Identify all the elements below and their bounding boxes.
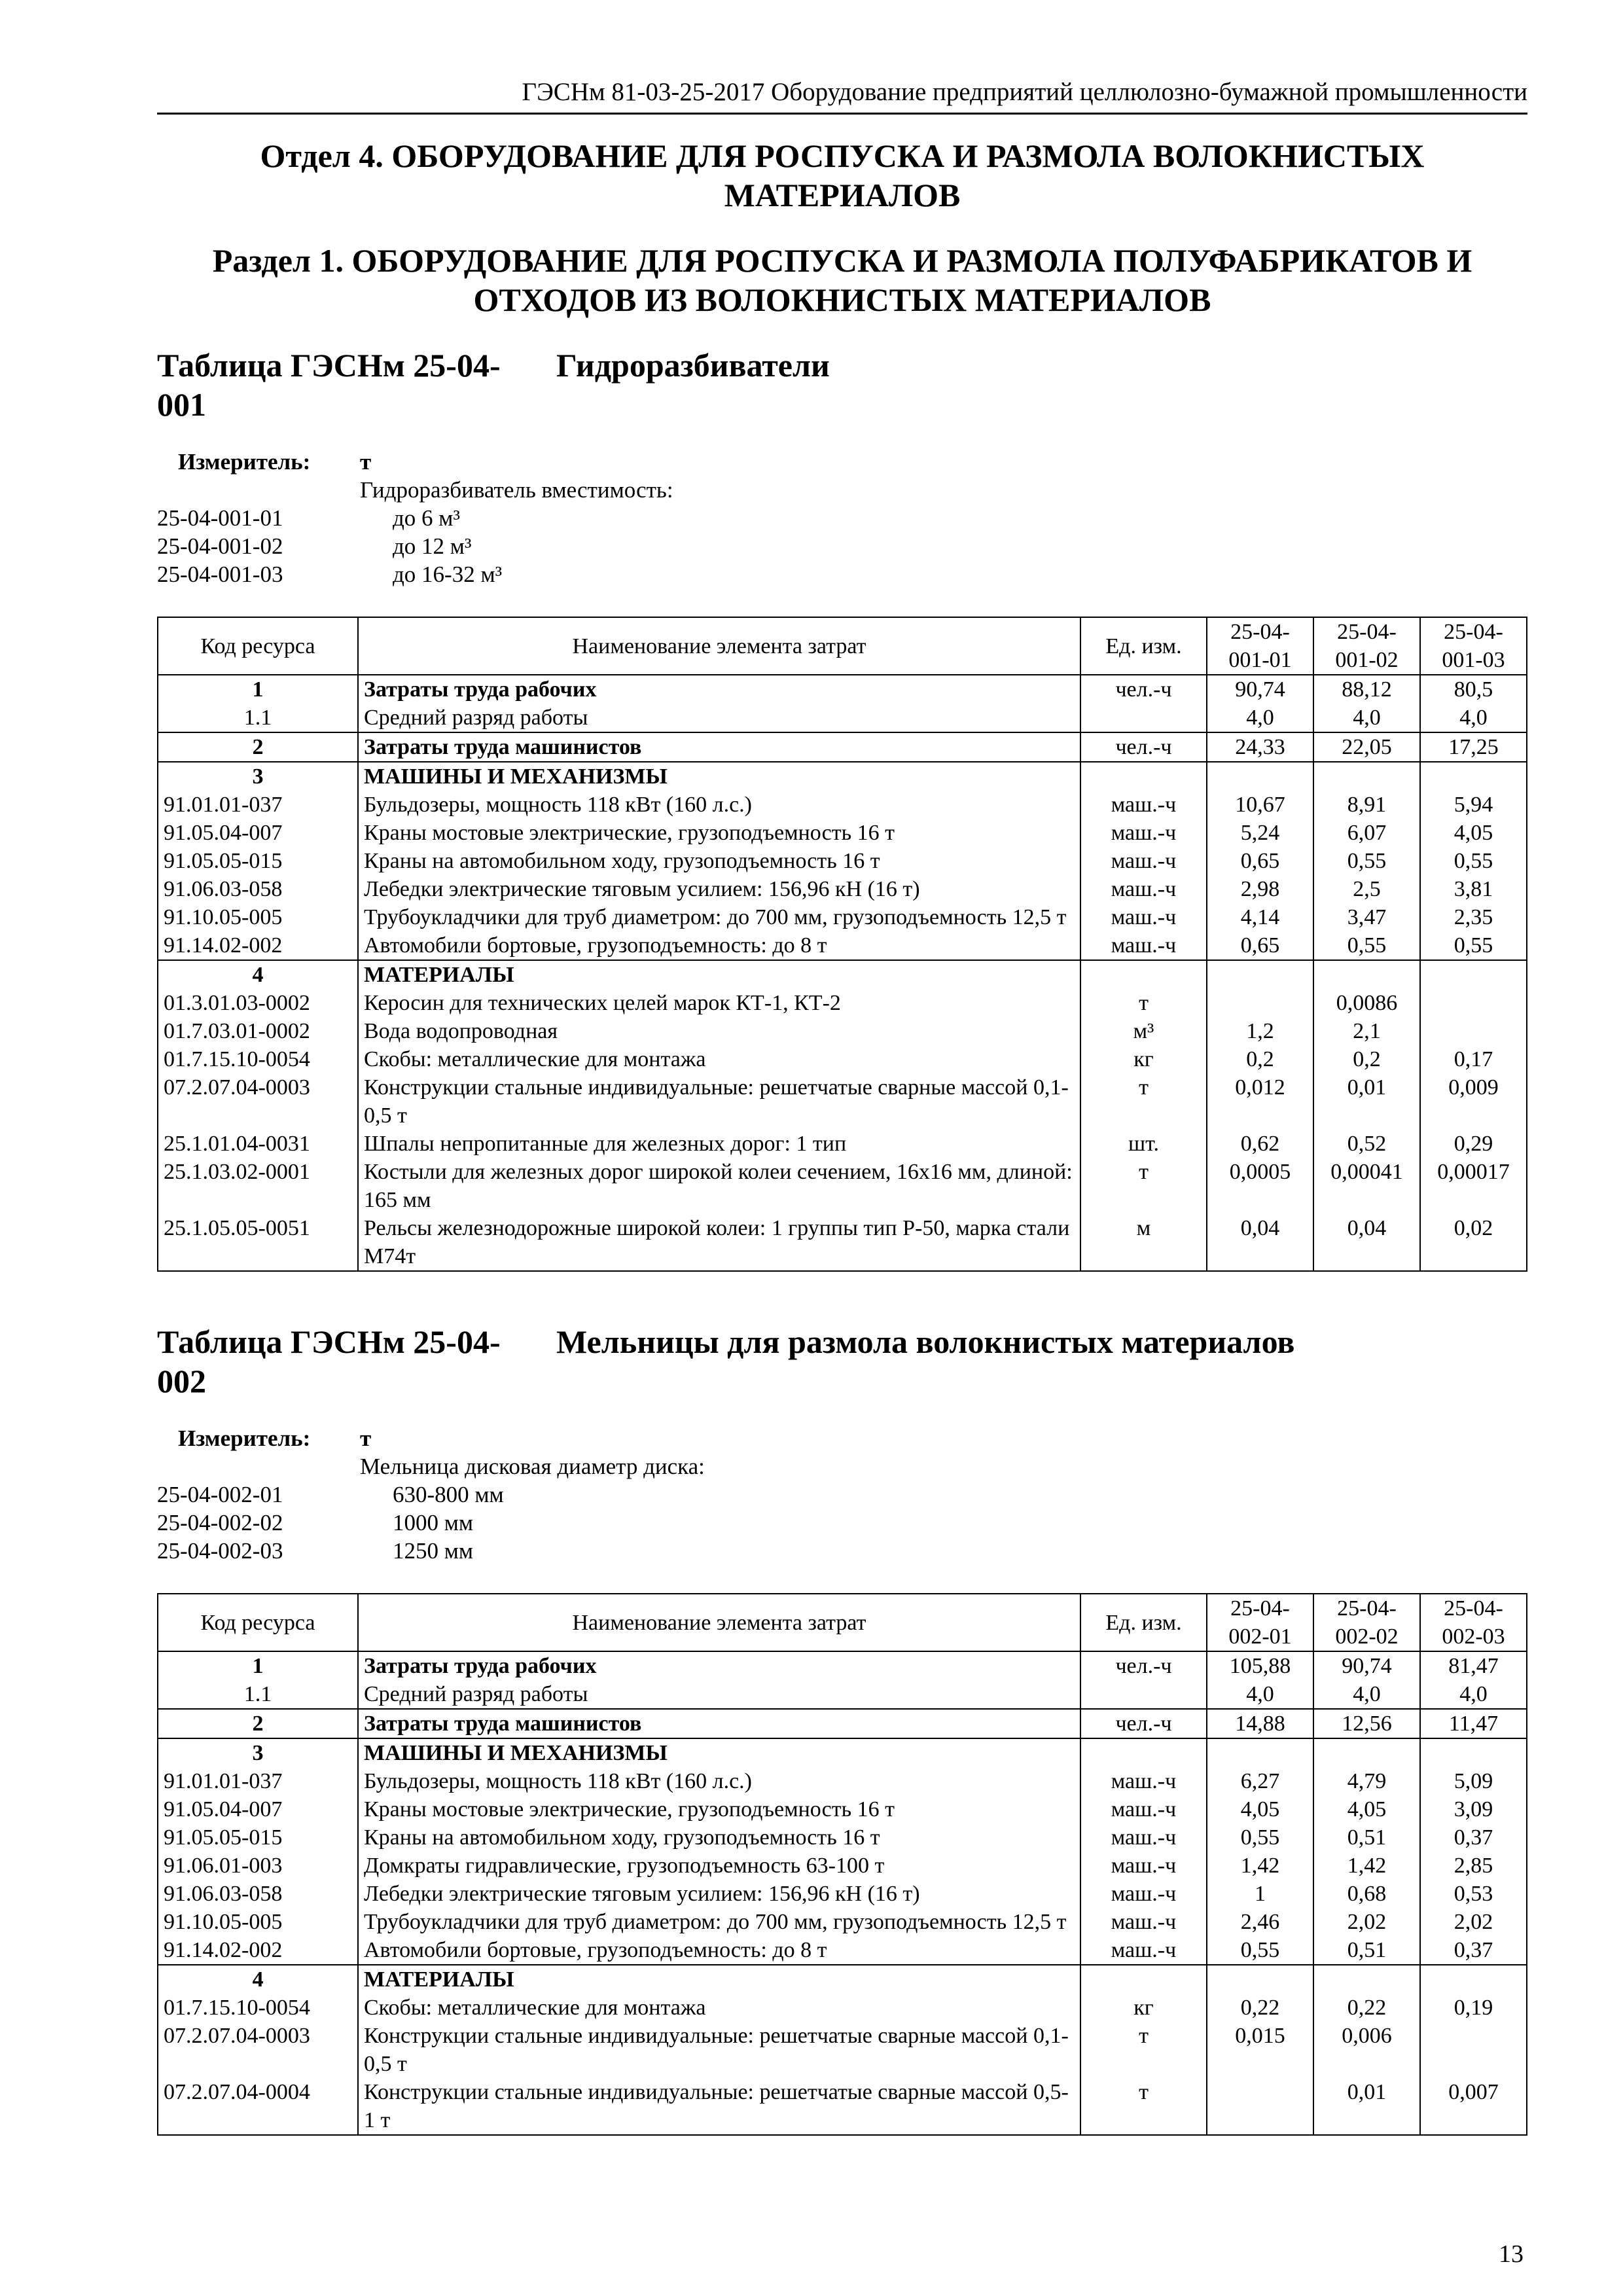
resource-code: 07.2.07.04-0003: [158, 2022, 358, 2078]
unit-cell: кг: [1080, 1994, 1207, 2022]
resource-name: Краны мостовые электрические, грузоподъемность 16 т: [358, 819, 1080, 847]
value-cell: 5,09: [1420, 1767, 1527, 1795]
unit-cell: шт.: [1080, 1130, 1207, 1158]
resource-name: Средний разряд работы: [358, 1680, 1080, 1709]
value-cell: 0,68: [1313, 1880, 1420, 1908]
table-row: [158, 1795, 1527, 1823]
page-number: 13: [1499, 2240, 1524, 2268]
resource-code: 25.1.05.05-0051: [158, 1214, 358, 1271]
value-cell: 22,05: [1313, 732, 1420, 762]
unit-cell: маш.-ч: [1080, 931, 1207, 960]
value-cell: 0,19: [1420, 1994, 1527, 2022]
value-cell: 80,5: [1420, 675, 1527, 704]
resource-code: 91.05.05-015: [158, 1823, 358, 1852]
resource-code: 01.7.15.10-0054: [158, 1045, 358, 1073]
variant-desc: до 6 м³: [393, 505, 460, 531]
variant-code: 25-04-001-01: [157, 505, 283, 531]
unit-cell: маш.-ч: [1080, 903, 1207, 931]
table-row: [158, 791, 1527, 819]
unit-cell: маш.-ч: [1080, 1880, 1207, 1908]
value-cell: 0,04: [1207, 1214, 1313, 1271]
resource-name: Лебедки электрические тяговым усилием: 156,96 кН (16 т): [358, 875, 1080, 903]
resource-code: 91.10.05-005: [158, 903, 358, 931]
value-cell: 4,0: [1207, 1680, 1313, 1709]
value-cell: 0,02: [1420, 1214, 1527, 1271]
table-row: [158, 2022, 1527, 2078]
meter-block-1: [157, 448, 673, 588]
unit-cell: [1080, 1965, 1207, 1994]
table-row: [158, 1073, 1527, 1130]
meter-unit: т: [360, 449, 372, 475]
resource-code: 91.01.01-037: [158, 1767, 358, 1795]
variant-code: 25-04-002-01: [157, 1482, 283, 1507]
value-cell: [1207, 1965, 1313, 1994]
value-cell: 0,015: [1207, 2022, 1313, 2078]
section-title: Раздел 1. ОБОРУДОВАНИЕ ДЛЯ РОСПУСКА И РАЗМОЛА ПОЛУФАБРИКАТОВ И ОТХОДОВ ИЗ ВОЛОКНИСТЫХ МАТЕРИАЛОВ: [212, 242, 1472, 318]
value-cell: 4,14: [1207, 903, 1313, 931]
table-row: [158, 1936, 1527, 1965]
value-cell: 0,55: [1313, 847, 1420, 875]
resource-code: 1: [158, 675, 358, 704]
table-row: [158, 1680, 1527, 1709]
unit-cell: чел.-ч: [1080, 675, 1207, 704]
resource-code: 91.05.04-007: [158, 819, 358, 847]
value-cell: 0,22: [1313, 1994, 1420, 2022]
value-cell: 3,81: [1420, 875, 1527, 903]
variant-code: 25-04-001-03: [157, 562, 283, 587]
resource-name: Вода водопроводная: [358, 1017, 1080, 1045]
value-cell: [1313, 1738, 1420, 1767]
department-title: Отдел 4. ОБОРУДОВАНИЕ ДЛЯ РОСПУСКА И РАЗМОЛА ВОЛОКНИСТЫХ МАТЕРИАЛОВ: [260, 137, 1425, 213]
value-cell: 3,47: [1313, 903, 1420, 931]
value-cell: 1,42: [1207, 1852, 1313, 1880]
norm-table-1: [157, 617, 1527, 1272]
value-cell: 0,52: [1313, 1130, 1420, 1158]
table-row: [158, 704, 1527, 732]
resource-name: Средний разряд работы: [358, 704, 1080, 732]
variant-column-header: 25-04-002-02: [1313, 1594, 1420, 1651]
resource-code: 91.05.05-015: [158, 847, 358, 875]
value-cell: 0,65: [1207, 847, 1313, 875]
value-cell: 0,2: [1207, 1045, 1313, 1073]
value-cell: 0,00017: [1420, 1158, 1527, 1214]
variant-desc: 630-800 мм: [393, 1482, 504, 1507]
resource-name: МАШИНЫ И МЕХАНИЗМЫ: [358, 762, 1080, 791]
resource-code: 91.06.03-058: [158, 875, 358, 903]
value-cell: 4,0: [1420, 704, 1527, 732]
value-cell: 0,006: [1313, 2022, 1420, 2078]
resource-name: Автомобили бортовые, грузоподъемность: до 8 т: [358, 1936, 1080, 1965]
value-cell: 2,46: [1207, 1908, 1313, 1936]
meter-label: Измеритель:: [178, 1426, 311, 1451]
table-row: [158, 1908, 1527, 1936]
table-row: [158, 1158, 1527, 1214]
value-cell: 2,98: [1207, 875, 1313, 903]
resource-name: Лебедки электрические тяговым усилием: 156,96 кН (16 т): [358, 1880, 1080, 1908]
value-cell: 1,42: [1313, 1852, 1420, 1880]
resource-name: Затраты труда машинистов: [358, 732, 1080, 762]
value-cell: 0,2: [1313, 1045, 1420, 1073]
variant-column-header: 25-04-002-03: [1420, 1594, 1527, 1651]
resource-code: 91.14.02-002: [158, 1936, 358, 1965]
value-cell: 90,74: [1207, 675, 1313, 704]
table-row: [158, 1767, 1527, 1795]
value-cell: [1313, 762, 1420, 791]
value-cell: 4,05: [1207, 1795, 1313, 1823]
unit-column-header: Ед. изм.: [1080, 617, 1207, 675]
value-cell: 0,29: [1420, 1130, 1527, 1158]
resource-name: Шпалы непропитанные для железных дорог: 1 тип: [358, 1130, 1080, 1158]
value-cell: 0,17: [1420, 1045, 1527, 1073]
table-row: [158, 1994, 1527, 2022]
value-cell: 4,0: [1313, 704, 1420, 732]
table-title-2: [157, 1322, 1294, 1401]
value-cell: 0,65: [1207, 931, 1313, 960]
resource-name: Трубоукладчики для труб диаметром: до 700 мм, грузоподъемность 12,5 т: [358, 903, 1080, 931]
table-row: [158, 1880, 1527, 1908]
value-cell: 0,55: [1420, 931, 1527, 960]
value-cell: 2,02: [1313, 1908, 1420, 1936]
variant-column-header: 25-04-001-03: [1420, 617, 1527, 675]
unit-cell: т: [1080, 1073, 1207, 1130]
resource-code: 01.7.03.01-0002: [158, 1017, 358, 1045]
table-row: [158, 960, 1527, 989]
resource-code: 1.1: [158, 1680, 358, 1709]
table-row: [158, 1651, 1527, 1680]
resource-code: 4: [158, 1965, 358, 1994]
unit-cell: кг: [1080, 1045, 1207, 1073]
table-row: [158, 1017, 1527, 1045]
table-row: [158, 762, 1527, 791]
value-cell: 88,12: [1313, 675, 1420, 704]
table-row: [158, 675, 1527, 704]
table-header-row: [158, 617, 1527, 675]
value-cell: 0,53: [1420, 1880, 1527, 1908]
table-row: [158, 931, 1527, 960]
variant-column-header: 25-04-002-01: [1207, 1594, 1313, 1651]
value-cell: 0,37: [1420, 1823, 1527, 1852]
table-row: [158, 1214, 1527, 1271]
value-cell: 2,02: [1420, 1908, 1527, 1936]
resource-name: Скобы: металлические для монтажа: [358, 1045, 1080, 1073]
table-row: [158, 1709, 1527, 1738]
table-row: [158, 875, 1527, 903]
unit-cell: [1080, 762, 1207, 791]
value-cell: [1207, 960, 1313, 989]
resource-code: 91.06.01-003: [158, 1852, 358, 1880]
value-cell: 0,55: [1207, 1823, 1313, 1852]
resource-name: Краны мостовые электрические, грузоподъемность 16 т: [358, 1795, 1080, 1823]
value-cell: 4,79: [1313, 1767, 1420, 1795]
unit-cell: маш.-ч: [1080, 1767, 1207, 1795]
resource-name: Трубоукладчики для труб диаметром: до 700 мм, грузоподъемность 12,5 т: [358, 1908, 1080, 1936]
unit-cell: т: [1080, 989, 1207, 1017]
resource-name: Костыли для железных дорог широкой колеи сечением, 16х16 мм, длиной: 165 мм: [358, 1158, 1080, 1214]
value-cell: 0,51: [1313, 1823, 1420, 1852]
value-cell: 0,01: [1313, 2078, 1420, 2135]
table-row: [158, 2078, 1527, 2135]
value-cell: 17,25: [1420, 732, 1527, 762]
unit-cell: т: [1080, 1158, 1207, 1214]
variant-desc: до 16-32 м³: [393, 562, 503, 587]
table-name-1: Гидроразбиватели: [556, 347, 830, 384]
value-cell: 5,94: [1420, 791, 1527, 819]
table-row: [158, 1852, 1527, 1880]
table-row: [158, 1823, 1527, 1852]
table-row: [158, 1738, 1527, 1767]
resource-code: 2: [158, 732, 358, 762]
unit-column-header: Ед. изм.: [1080, 1594, 1207, 1651]
table-row: [158, 1045, 1527, 1073]
unit-cell: т: [1080, 2078, 1207, 2135]
value-cell: [1420, 1017, 1527, 1045]
value-cell: 4,0: [1313, 1680, 1420, 1709]
table-header-row: [158, 1594, 1527, 1651]
unit-cell: чел.-ч: [1080, 1651, 1207, 1680]
resource-name: Рельсы железнодорожные широкой колеи: 1 группы тип Р-50, марка стали М74т: [358, 1214, 1080, 1271]
resource-code: 07.2.07.04-0003: [158, 1073, 358, 1130]
unit-cell: [1080, 1680, 1207, 1709]
value-cell: 0,009: [1420, 1073, 1527, 1130]
unit-cell: [1080, 960, 1207, 989]
value-cell: 105,88: [1207, 1651, 1313, 1680]
unit-cell: маш.-ч: [1080, 1823, 1207, 1852]
resource-name: Керосин для технических целей марок КТ-1, КТ-2: [358, 989, 1080, 1017]
resource-code: 91.01.01-037: [158, 791, 358, 819]
value-cell: 4,05: [1420, 819, 1527, 847]
unit-cell: м: [1080, 1214, 1207, 1271]
resource-name: Краны на автомобильном ходу, грузоподъемность 16 т: [358, 1823, 1080, 1852]
resource-code: 91.06.03-058: [158, 1880, 358, 1908]
resource-code: 1.1: [158, 704, 358, 732]
table-row: [158, 732, 1527, 762]
unit-cell: маш.-ч: [1080, 875, 1207, 903]
value-cell: 2,1: [1313, 1017, 1420, 1045]
value-cell: 0,0086: [1313, 989, 1420, 1017]
resource-code: 3: [158, 762, 358, 791]
resource-name: Домкраты гидравлические, грузоподъемность 63-100 т: [358, 1852, 1080, 1880]
unit-cell: чел.-ч: [1080, 1709, 1207, 1738]
running-header: ГЭСНм 81-03-25-2017 Оборудование предприятий целлюлозно-бумажной промышленности: [157, 77, 1527, 115]
value-cell: 0,04: [1313, 1214, 1420, 1271]
unit-cell: [1080, 704, 1207, 732]
resource-name: Бульдозеры, мощность 118 кВт (160 л.с.): [358, 1767, 1080, 1795]
meter-label: Измеритель:: [178, 449, 311, 475]
value-cell: 6,07: [1313, 819, 1420, 847]
value-cell: 81,47: [1420, 1651, 1527, 1680]
value-cell: 0,37: [1420, 1936, 1527, 1965]
value-cell: 0,22: [1207, 1994, 1313, 2022]
value-cell: 0,0005: [1207, 1158, 1313, 1214]
value-cell: 0,55: [1207, 1936, 1313, 1965]
unit-cell: маш.-ч: [1080, 791, 1207, 819]
meter-unit: т: [360, 1426, 372, 1451]
variant-desc: до 12 м³: [393, 533, 472, 559]
resource-code: 2: [158, 1709, 358, 1738]
table-code-1: Таблица ГЭСНм 25-04- 001: [157, 347, 501, 423]
meter-description: Гидроразбиватель вместимость:: [360, 477, 673, 503]
unit-cell: маш.-ч: [1080, 1852, 1207, 1880]
value-cell: 0,012: [1207, 1073, 1313, 1130]
table-title-1: [157, 346, 830, 424]
value-cell: 0,01: [1313, 1073, 1420, 1130]
resource-code: 25.1.03.02-0001: [158, 1158, 358, 1214]
resource-code: 91.05.04-007: [158, 1795, 358, 1823]
value-cell: [1207, 1738, 1313, 1767]
value-cell: 24,33: [1207, 732, 1313, 762]
value-cell: 2,85: [1420, 1852, 1527, 1880]
table-row: [158, 1965, 1527, 1994]
resource-name: Бульдозеры, мощность 118 кВт (160 л.с.): [358, 791, 1080, 819]
table-row: [158, 847, 1527, 875]
value-cell: [1420, 960, 1527, 989]
value-cell: 14,88: [1207, 1709, 1313, 1738]
unit-cell: маш.-ч: [1080, 1795, 1207, 1823]
value-cell: 4,05: [1313, 1795, 1420, 1823]
resource-code: 07.2.07.04-0004: [158, 2078, 358, 2135]
value-cell: [1207, 762, 1313, 791]
table-row: [158, 1130, 1527, 1158]
resource-name: МАШИНЫ И МЕХАНИЗМЫ: [358, 1738, 1080, 1767]
value-cell: 12,56: [1313, 1709, 1420, 1738]
resource-name: Конструкции стальные индивидуальные: решетчатые сварные массой 0,1-0,5 т: [358, 2022, 1080, 2078]
value-cell: [1207, 989, 1313, 1017]
table-row: [158, 819, 1527, 847]
value-cell: 90,74: [1313, 1651, 1420, 1680]
resource-code: 3: [158, 1738, 358, 1767]
value-cell: 1,2: [1207, 1017, 1313, 1045]
resource-code: 91.14.02-002: [158, 931, 358, 960]
unit-cell: м³: [1080, 1017, 1207, 1045]
value-cell: [1420, 989, 1527, 1017]
unit-cell: маш.-ч: [1080, 847, 1207, 875]
value-cell: [1420, 1738, 1527, 1767]
resource-name: Автомобили бортовые, грузоподъемность: до 8 т: [358, 931, 1080, 960]
value-cell: [1420, 762, 1527, 791]
variant-desc: 1000 мм: [393, 1510, 474, 1535]
resource-name: Затраты труда рабочих: [358, 1651, 1080, 1680]
meter-description: Мельница дисковая диаметр диска:: [360, 1454, 705, 1479]
variant-code: 25-04-002-02: [157, 1510, 283, 1535]
variant-column-header: 25-04-001-02: [1313, 617, 1420, 675]
value-cell: 4,0: [1420, 1680, 1527, 1709]
value-cell: 2,35: [1420, 903, 1527, 931]
norm-table-2: [157, 1593, 1527, 2136]
value-cell: 0,00041: [1313, 1158, 1420, 1214]
variant-code: 25-04-002-03: [157, 1538, 283, 1564]
variant-column-header: 25-04-001-01: [1207, 617, 1313, 675]
resource-name: Затраты труда машинистов: [358, 1709, 1080, 1738]
resource-name: Краны на автомобильном ходу, грузоподъемность 16 т: [358, 847, 1080, 875]
resource-code: 01.7.15.10-0054: [158, 1994, 358, 2022]
code-column-header: Код ресурса: [158, 1594, 358, 1651]
value-cell: 0,55: [1420, 847, 1527, 875]
name-column-header: Наименование элемента затрат: [358, 617, 1080, 675]
resource-name: Скобы: металлические для монтажа: [358, 1994, 1080, 2022]
resource-code: 4: [158, 960, 358, 989]
value-cell: 0,007: [1420, 2078, 1527, 2135]
resource-name: Затраты труда рабочих: [358, 675, 1080, 704]
name-column-header: Наименование элемента затрат: [358, 1594, 1080, 1651]
value-cell: 0,51: [1313, 1936, 1420, 1965]
meter-block-2: [157, 1424, 705, 1565]
resource-name: Конструкции стальные индивидуальные: решетчатые сварные массой 0,5-1 т: [358, 2078, 1080, 2135]
unit-cell: маш.-ч: [1080, 819, 1207, 847]
value-cell: 5,24: [1207, 819, 1313, 847]
variant-desc: 1250 мм: [393, 1538, 474, 1564]
unit-cell: т: [1080, 2022, 1207, 2078]
value-cell: [1313, 1965, 1420, 1994]
value-cell: 0,55: [1313, 931, 1420, 960]
resource-name: Конструкции стальные индивидуальные: решетчатые сварные массой 0,1-0,5 т: [358, 1073, 1080, 1130]
resource-code: 1: [158, 1651, 358, 1680]
resource-code: 91.10.05-005: [158, 1908, 358, 1936]
value-cell: [1313, 960, 1420, 989]
resource-code: 01.3.01.03-0002: [158, 989, 358, 1017]
unit-cell: чел.-ч: [1080, 732, 1207, 762]
value-cell: 4,0: [1207, 704, 1313, 732]
value-cell: 2,5: [1313, 875, 1420, 903]
unit-cell: маш.-ч: [1080, 1908, 1207, 1936]
unit-cell: [1080, 1738, 1207, 1767]
value-cell: 3,09: [1420, 1795, 1527, 1823]
resource-name: МАТЕРИАЛЫ: [358, 1965, 1080, 1994]
resource-code: 25.1.01.04-0031: [158, 1130, 358, 1158]
value-cell: 6,27: [1207, 1767, 1313, 1795]
value-cell: 10,67: [1207, 791, 1313, 819]
value-cell: 8,91: [1313, 791, 1420, 819]
value-cell: [1420, 1965, 1527, 1994]
table-row: [158, 989, 1527, 1017]
table-row: [158, 903, 1527, 931]
code-column-header: Код ресурса: [158, 617, 358, 675]
unit-cell: маш.-ч: [1080, 1936, 1207, 1965]
table-name-2: Мельницы для размола волокнистых материалов: [556, 1323, 1295, 1360]
value-cell: 0,62: [1207, 1130, 1313, 1158]
value-cell: 11,47: [1420, 1709, 1527, 1738]
resource-name: МАТЕРИАЛЫ: [358, 960, 1080, 989]
variant-code: 25-04-001-02: [157, 533, 283, 559]
value-cell: 1: [1207, 1880, 1313, 1908]
value-cell: [1207, 2078, 1313, 2135]
value-cell: [1420, 2022, 1527, 2078]
table-code-2: Таблица ГЭСНм 25-04- 002: [157, 1323, 501, 1399]
